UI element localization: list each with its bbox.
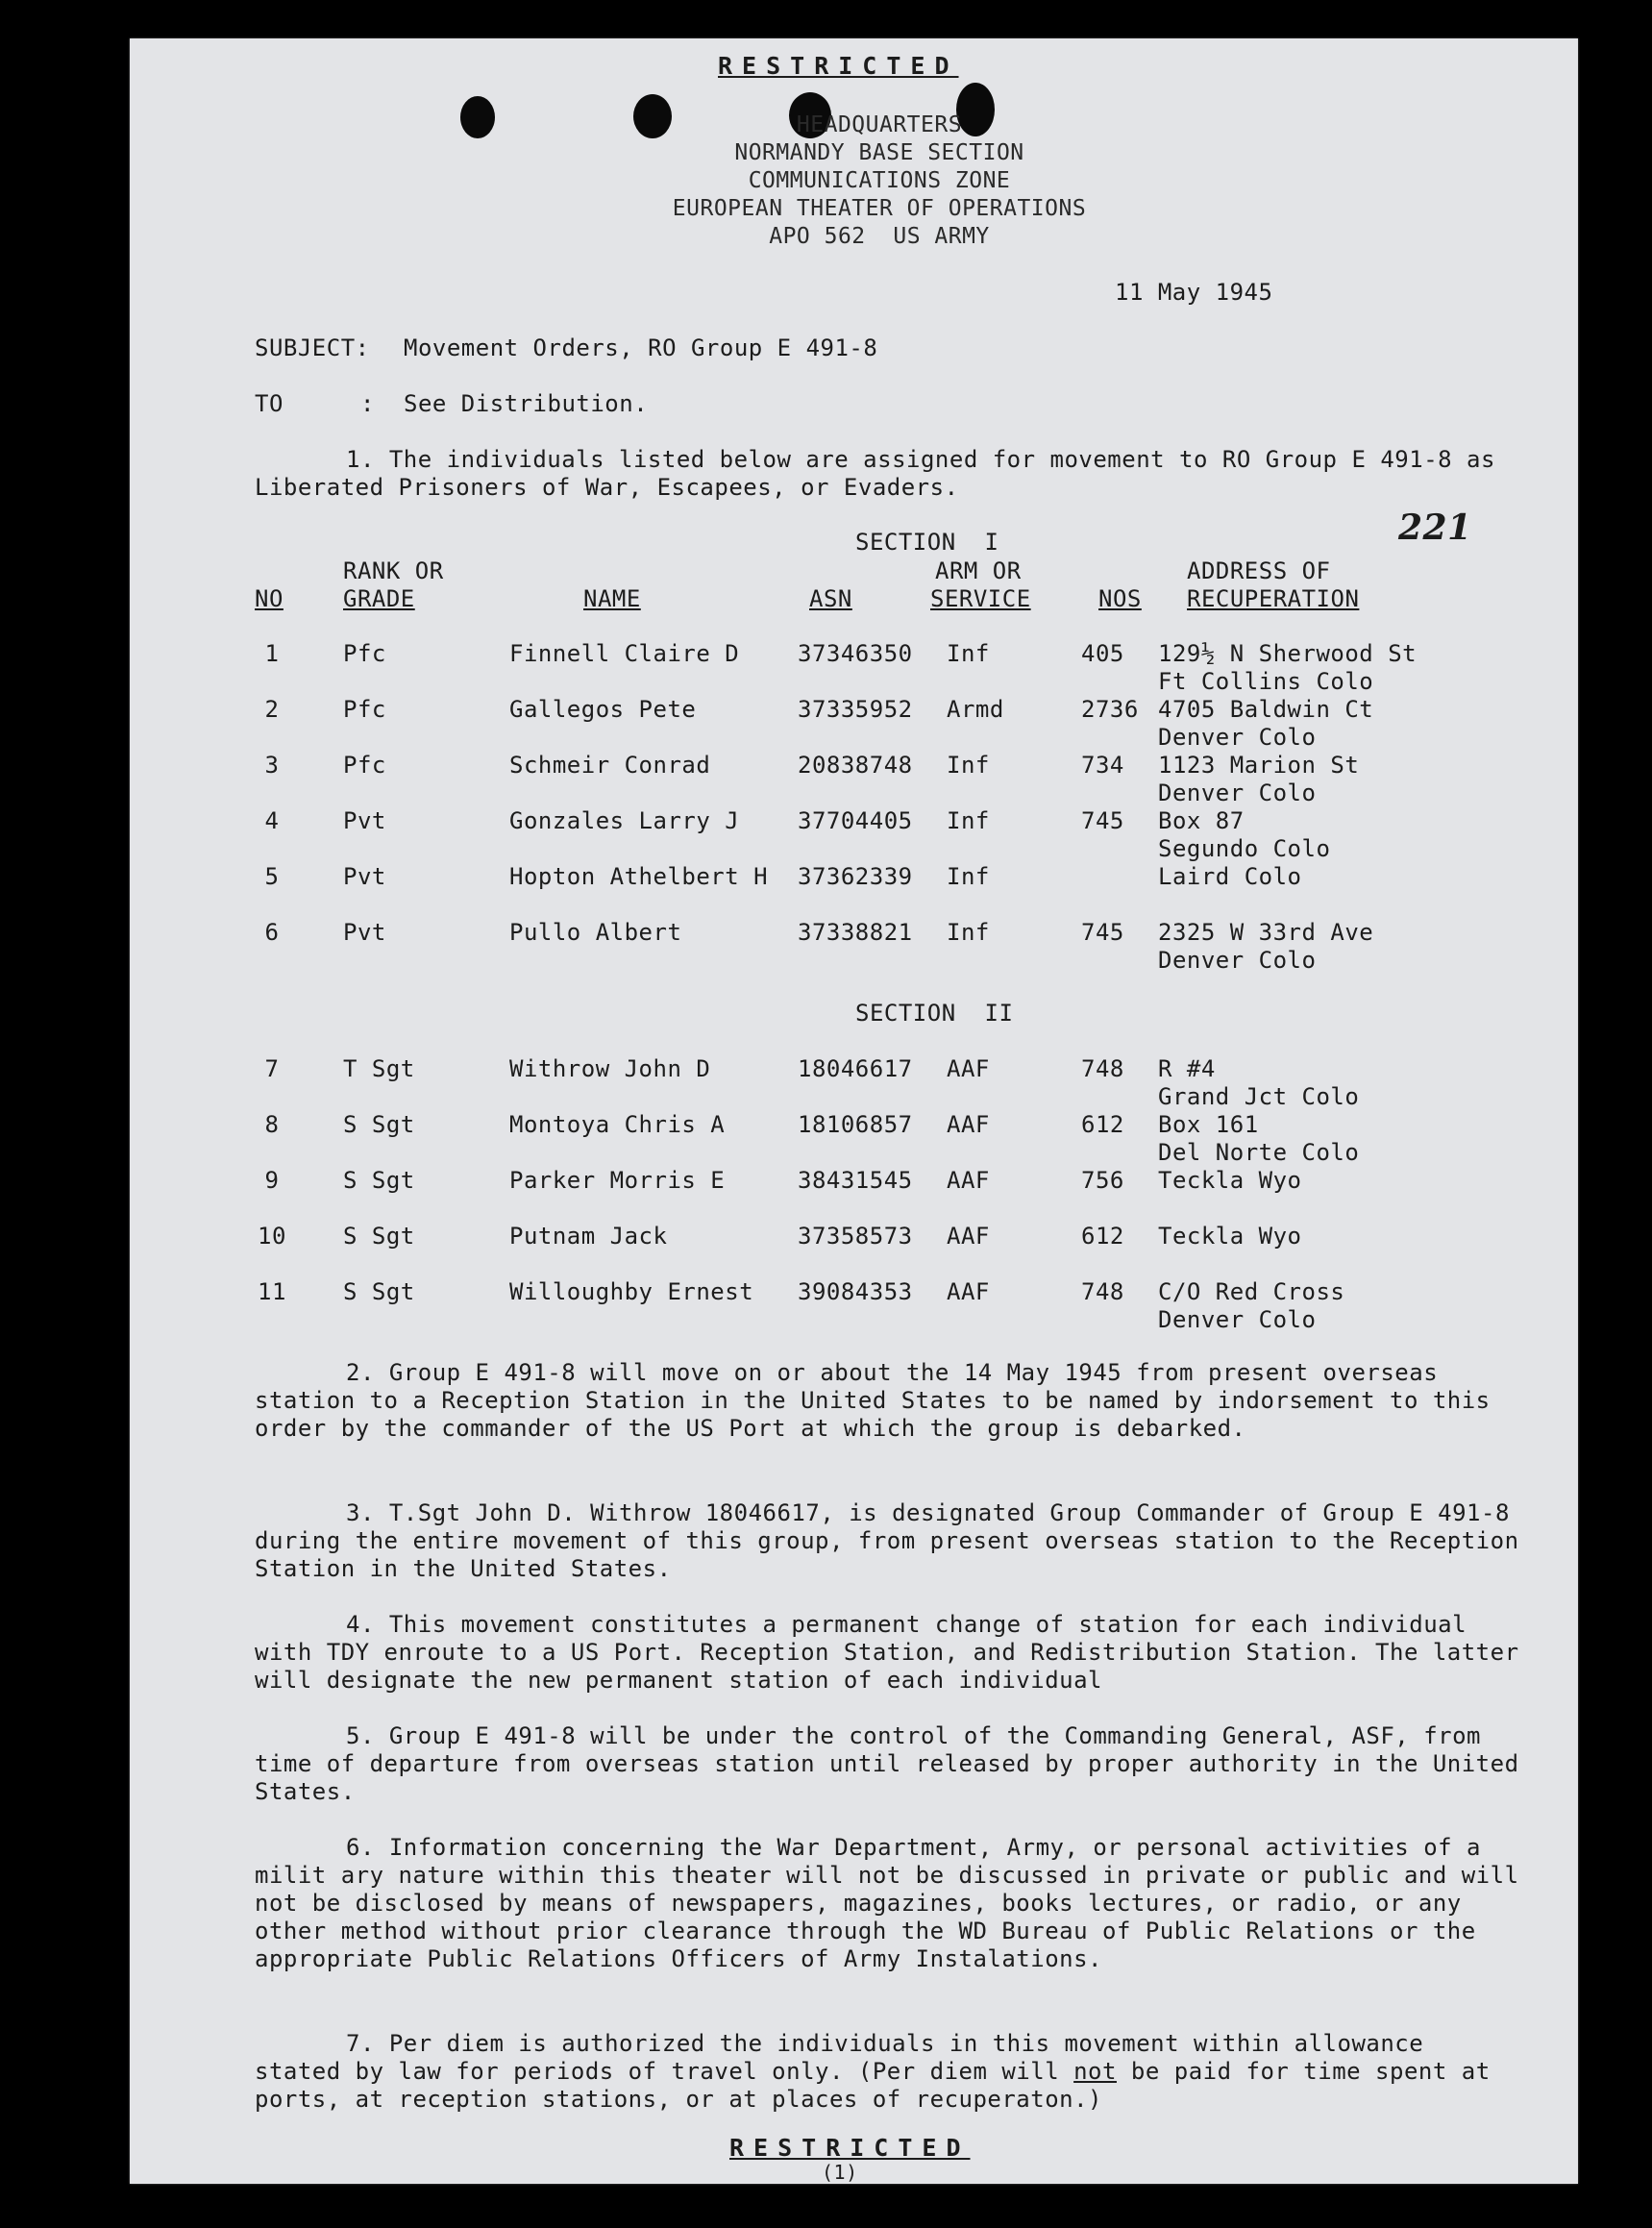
row-name: Gallegos Pete <box>509 696 697 723</box>
row-asn: 37362339 <box>798 863 913 890</box>
paragraph-4: 4. This movement constitutes a permanent change of station for each individual with TDY enroute to a US Port. Reception Station, and Redistribution Station. The latter will designate the new permanent station of each individual <box>255 1611 1519 1694</box>
row-name: Finnell Claire D <box>509 640 740 667</box>
row-asn: 18106857 <box>798 1111 913 1138</box>
row-asn: 38431545 <box>798 1167 913 1194</box>
row-asn: 37704405 <box>798 807 913 834</box>
row-rank: S Sgt <box>343 1111 415 1138</box>
row-address-line1: C/O Red Cross <box>1158 1278 1345 1305</box>
paragraph-7-part-b: be paid for time spent at ports, at reception stations, or at places of recuperaton.) <box>255 2058 1491 2113</box>
col-name: NAME <box>583 585 641 612</box>
row-arm: Armd <box>947 696 1004 723</box>
row-name: Willoughby Ernest <box>509 1278 754 1305</box>
row-address-line1: 129½ N Sherwood St <box>1158 640 1418 667</box>
row-name: Pullo Albert <box>509 919 682 946</box>
row-address-line2: Denver Colo <box>1158 724 1317 751</box>
row-arm: AAF <box>947 1055 990 1082</box>
subject-label: SUBJECT: <box>255 334 370 361</box>
document-date: 11 May 1945 <box>1115 279 1273 306</box>
section-1-heading: SECTION I <box>855 529 999 556</box>
row-address-line1: Box 87 <box>1158 807 1245 834</box>
row-rank: S Sgt <box>343 1167 415 1194</box>
row-number: 9 <box>264 1167 280 1194</box>
row-number: 6 <box>264 919 280 946</box>
row-rank: Pfc <box>343 640 386 667</box>
row-address-line1: Box 161 <box>1158 1111 1259 1138</box>
row-name: Parker Morris E <box>509 1167 726 1194</box>
col-arm-line2: SERVICE <box>930 585 1031 612</box>
row-address-line2: Denver Colo <box>1158 780 1317 806</box>
to-label: TO <box>255 390 284 417</box>
row-address-line2: Del Norte Colo <box>1158 1139 1360 1166</box>
classification-top: RESTRICTED <box>718 52 959 80</box>
row-arm: Inf <box>947 807 990 834</box>
row-address-line1: Teckla Wyo <box>1158 1167 1302 1194</box>
row-nos: 756 <box>1081 1167 1124 1194</box>
subject-text: Movement Orders, RO Group E 491-8 <box>404 334 878 361</box>
row-asn: 39084353 <box>798 1278 913 1305</box>
paragraph-5: 5. Group E 491-8 will be under the control of the Commanding General, ASF, from time of departure from overseas station until released by proper authority in the United States. <box>255 1722 1519 1805</box>
row-number: 3 <box>264 752 280 779</box>
row-number: 8 <box>264 1111 280 1138</box>
document-page <box>130 38 1578 2184</box>
row-arm: Inf <box>947 919 990 946</box>
row-name: Gonzales Larry J <box>509 807 740 834</box>
row-number: 4 <box>264 807 280 834</box>
row-name: Hopton Athelbert H <box>509 863 769 890</box>
row-nos: 734 <box>1081 752 1124 779</box>
row-rank: Pfc <box>343 752 386 779</box>
paragraph-7-part-a: 7. Per diem is authorized the individuals in this movement within allowance stated by law for periods of travel only. (Per diem will <box>255 2030 1424 2085</box>
row-name: Putnam Jack <box>509 1223 668 1250</box>
row-number: 11 <box>258 1278 286 1305</box>
row-name: Schmeir Conrad <box>509 752 711 779</box>
row-address-line1: Teckla Wyo <box>1158 1223 1302 1250</box>
row-number: 1 <box>264 640 280 667</box>
row-nos: 745 <box>1081 807 1124 834</box>
row-name: Withrow John D <box>509 1055 711 1082</box>
row-address-line2: Denver Colo <box>1158 1306 1317 1333</box>
to-value: See Distribution. <box>404 390 649 417</box>
row-number: 10 <box>258 1223 286 1250</box>
col-nos: NOS <box>1098 585 1142 612</box>
row-rank: T Sgt <box>343 1055 415 1082</box>
row-address-line2: Grand Jct Colo <box>1158 1083 1360 1110</box>
row-name: Montoya Chris A <box>509 1111 726 1138</box>
section-2-heading: SECTION II <box>855 1000 1014 1027</box>
row-asn: 20838748 <box>798 752 913 779</box>
col-asn: ASN <box>809 585 852 612</box>
col-arm-line1: ARM OR <box>935 557 1022 584</box>
row-nos: 2736 <box>1081 696 1139 723</box>
row-arm: AAF <box>947 1167 990 1194</box>
col-addr-line1: ADDRESS OF <box>1187 557 1331 584</box>
header-line: APO 562 US ARMY <box>769 224 990 249</box>
row-address-line1: 1123 Marion St <box>1158 752 1360 779</box>
row-asn: 37335952 <box>798 696 913 723</box>
header-line: COMMUNICATIONS ZONE <box>748 168 1011 193</box>
row-address-line1: 2325 W 33rd Ave <box>1158 919 1374 946</box>
row-address-line2: Segundo Colo <box>1158 835 1331 862</box>
row-nos: 405 <box>1081 640 1124 667</box>
row-address-line1: R #4 <box>1158 1055 1216 1082</box>
row-rank: Pvt <box>343 807 386 834</box>
row-nos: 612 <box>1081 1111 1124 1138</box>
row-arm: AAF <box>947 1223 990 1250</box>
header-line: EUROPEAN THEATER OF OPERATIONS <box>672 196 1087 221</box>
row-asn: 37358573 <box>798 1223 913 1250</box>
row-number: 2 <box>264 696 280 723</box>
row-arm: AAF <box>947 1111 990 1138</box>
row-nos: 745 <box>1081 919 1124 946</box>
punch-hole <box>460 96 495 138</box>
to-colon: : <box>360 390 375 417</box>
row-asn: 18046617 <box>798 1055 913 1082</box>
row-nos: 748 <box>1081 1055 1124 1082</box>
col-rank-line1: RANK OR <box>343 557 444 584</box>
row-arm: Inf <box>947 863 990 890</box>
handwritten-page-number: 221 <box>1398 507 1472 548</box>
row-nos: 748 <box>1081 1278 1124 1305</box>
row-arm: AAF <box>947 1278 990 1305</box>
col-no: NO <box>255 585 284 612</box>
paragraph-1: 1. The individuals listed below are assigned for movement to RO Group E 491-8 as Liberated Prisoners of War, Escapees, or Evaders. <box>255 446 1495 501</box>
row-nos: 612 <box>1081 1223 1124 1250</box>
row-rank: S Sgt <box>343 1223 415 1250</box>
row-address-line1: 4705 Baldwin Ct <box>1158 696 1374 723</box>
row-address-line2: Ft Collins Colo <box>1158 668 1374 695</box>
col-addr-line2: RECUPERATION <box>1187 585 1360 612</box>
row-arm: Inf <box>947 752 990 779</box>
page-number: (1) <box>822 2161 858 2184</box>
paragraph-6: 6. Information concerning the War Department, Army, or personal activities of a milit ary nature within this theater will not be discussed in private or public and will not be disclosed by means of newspapers, magazines, books lectures, or radio, or any other method without prior clearance through the WD Bureau of Public Relations or the appropriate Public Relations Officers of Army Instalations. <box>255 1834 1519 1972</box>
row-rank: Pvt <box>343 863 386 890</box>
classification-bottom: RESTRICTED <box>729 2134 971 2162</box>
row-arm: Inf <box>947 640 990 667</box>
row-rank: S Sgt <box>343 1278 415 1305</box>
paragraph-2: 2. Group E 491-8 will move on or about the 14 May 1945 from present overseas station to a Reception Station in the United States to be named by indorsement to this order by the commander of the US Port at which the group is debarked. <box>255 1359 1491 1442</box>
paragraph-7-not: not <box>1073 2058 1117 2085</box>
row-number: 5 <box>264 863 280 890</box>
row-asn: 37346350 <box>798 640 913 667</box>
header-line: HEADQUARTERS <box>796 112 963 137</box>
paragraph-3: 3. T.Sgt John D. Withrow 18046617, is designated Group Commander of Group E 491-8 during the entire movement of this group, from present overseas station to the Reception Station in the United States. <box>255 1499 1519 1582</box>
row-address-line1: Laird Colo <box>1158 863 1302 890</box>
row-asn: 37338821 <box>798 919 913 946</box>
col-rank-line2: GRADE <box>343 585 415 612</box>
row-address-line2: Denver Colo <box>1158 947 1317 974</box>
header-line: NORMANDY BASE SECTION <box>734 140 1024 165</box>
row-number: 7 <box>264 1055 280 1082</box>
paragraph-7 <box>255 2030 1523 2114</box>
row-rank: Pvt <box>343 919 386 946</box>
row-rank: Pfc <box>343 696 386 723</box>
